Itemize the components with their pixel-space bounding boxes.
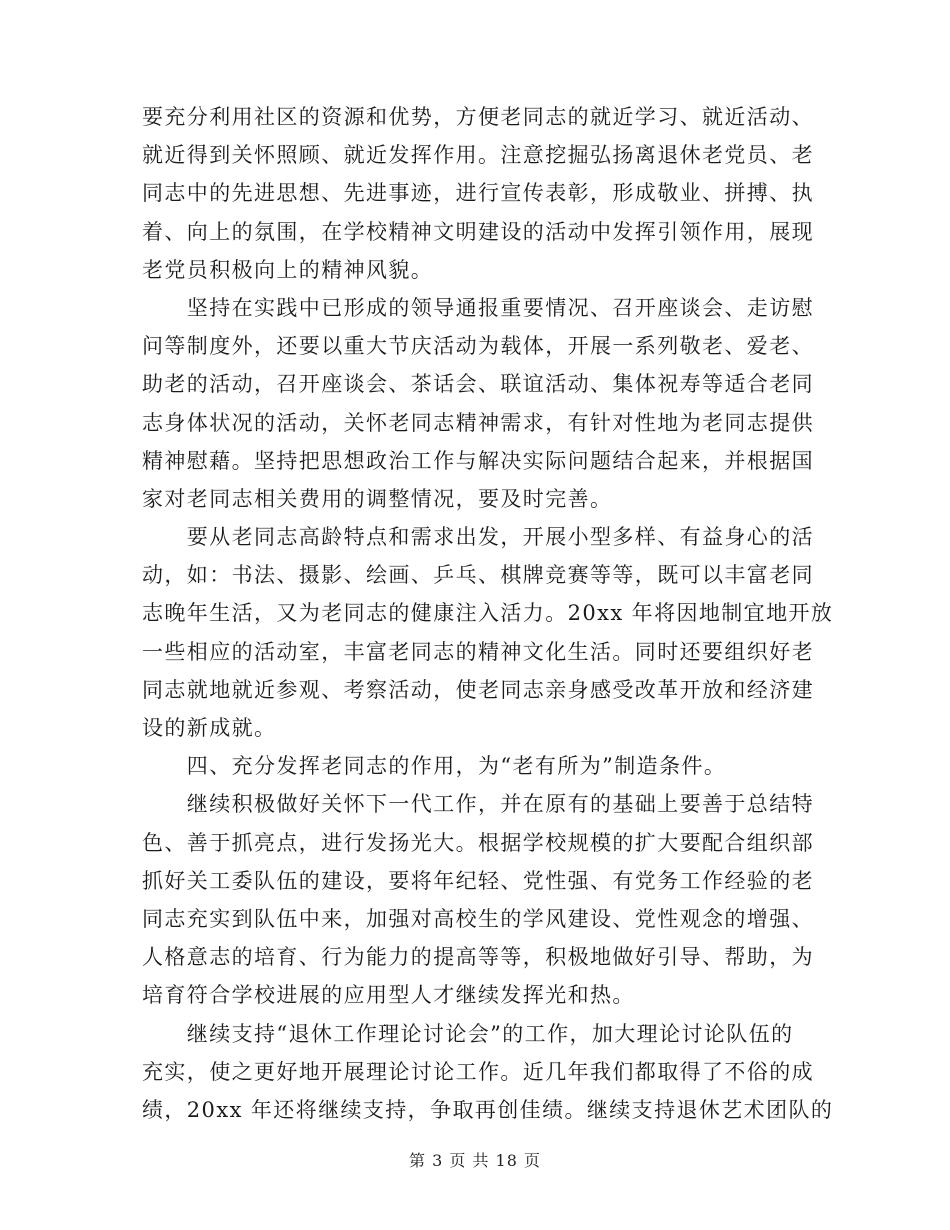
page-number-footer: 第 3 页 共 18 页 [409,1151,541,1170]
text-line: 人格意志的培育、行为能力的提高等等，积极地做好引导、帮助，为 [142,945,814,970]
text-line: 家对老同志相关费用的调整情况，要及时完善。 [142,486,613,511]
text-line: 继续积极做好关怀下一代工作，并在原有的基础上要善于总结特 [142,792,814,817]
text-line: 坚持在实践中已形成的领导通报重要情况、召开座谈会、走访慰 [142,295,814,320]
text-line: 同志充实到队伍中来，加强对高校生的学风建设、党性观念的增强、 [142,906,814,931]
text-line: 动，如：书法、摄影、绘画、乒乓、棋牌竞赛等等，既可以丰富老同 [142,563,814,588]
document-body [142,98,834,1129]
text-line: 老党员积极向上的精神风貌。 [142,257,434,282]
text-line: 同志就地就近参观、考察活动，使老同志亲身感受改革开放和经济建 [142,677,814,702]
text-line: 就近得到关怀照顾、就近发挥作用。注意挖掘弘扬离退休老党员、老 [142,143,814,168]
text-line: 色、善于抓亮点，进行发扬光大。根据学校规模的扩大要配合组织部 [142,830,814,855]
text-line: 绩，20xx 年还将继续支持，争取再创佳绩。继续支持退休艺术团队的 [142,1097,834,1122]
text-line: 志身体状况的活动，关怀老同志精神需求，有针对性地为老同志提供 [142,410,814,435]
text-line: 志晚年生活，又为老同志的健康注入活力。20xx 年将因地制宜地开放 [142,601,834,626]
text-line: 要充分利用社区的资源和优势，方便老同志的就近学习、就近活动、 [142,105,814,129]
text-line: 继续支持“退休工作理论讨论会”的工作，加大理论讨论队伍的 [142,1021,794,1046]
text-line: 设的新成就。 [142,716,277,740]
text-line: 问等制度外，还要以重大节庆活动为载体，开展一系列敬老、爱老、 [142,334,814,359]
text-line: 一些相应的活动室，丰富老同志的精神文化生活。同时还要组织好老 [142,639,814,664]
text-line: 充实，使之更好地开展理论讨论工作。近几年我们都取得了不俗的成 [142,1059,814,1084]
text-line: 培育符合学校进展的应用型人才继续发挥光和热。 [142,983,635,1008]
text-line: 着、向上的氛围，在学校精神文明建设的活动中发挥引领作用，展现 [142,219,814,244]
text-line: 精神慰藉。坚持把思想政治工作与解决实际问题结合起来，并根据国 [142,448,814,473]
text-line: 抓好关工委队伍的建设，要将年纪轻、党性强、有党务工作经验的老 [142,868,814,893]
text-line: 要从老同志高龄特点和需求出发，开展小型多样、有益身心的活 [142,525,814,550]
section-heading: 四、充分发挥老同志的作用，为“老有所为”制造条件。 [142,754,727,779]
text-line: 助老的活动，召开座谈会、茶话会、联谊活动、集体祝寿等适合老同 [142,372,814,397]
text-line: 同志中的先进思想、先进事迹，进行宣传表彰，形成敬业、拼搏、执 [142,181,814,206]
